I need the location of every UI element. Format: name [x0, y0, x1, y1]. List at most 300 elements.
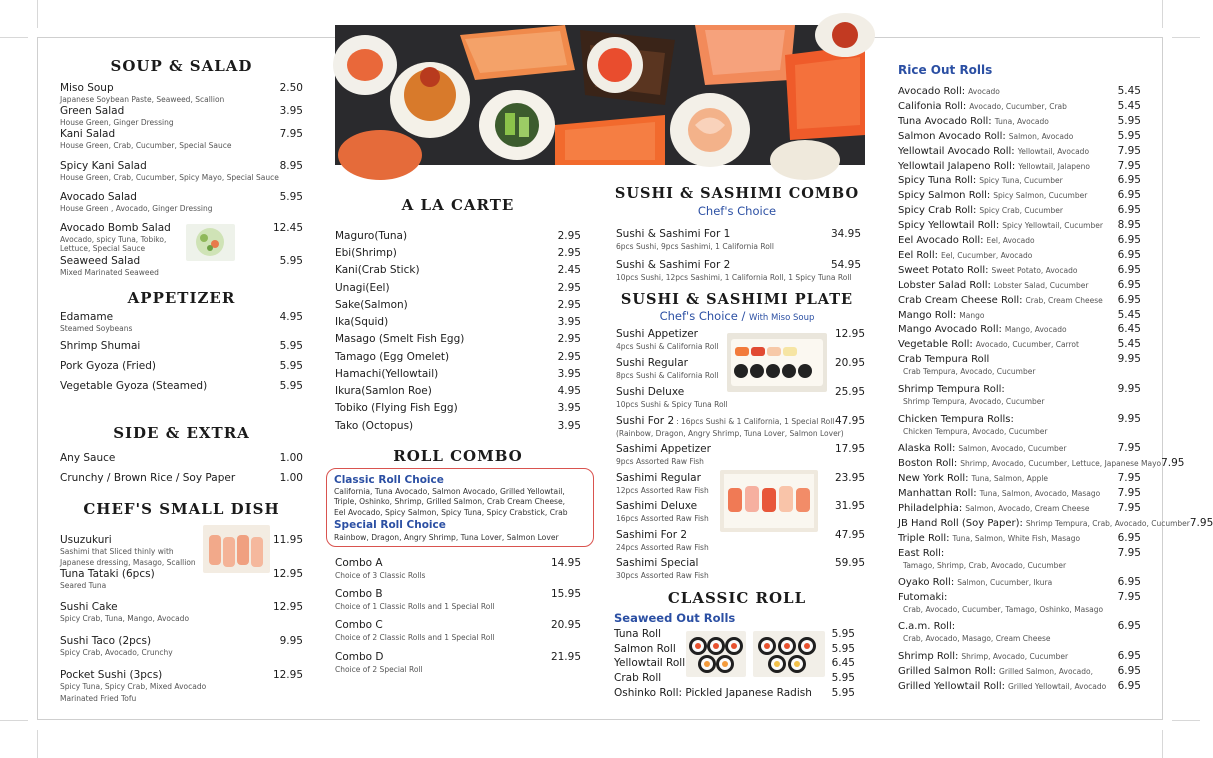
menu-item	[335, 619, 581, 631]
subtitle-text: Chef's Choice /	[659, 309, 746, 323]
item-price: 6.95	[1117, 189, 1141, 202]
item-price: 15.95	[550, 588, 581, 600]
item-name: Spicy Kani Salad	[60, 160, 147, 172]
item-price: 12.95	[834, 328, 865, 340]
item-name: Sushi Cake	[60, 601, 118, 613]
menu-item	[898, 145, 1141, 157]
item-inline-desc: Avocado	[968, 87, 1000, 96]
item-name: Crab Cream Cheese Roll:	[898, 294, 1023, 306]
item-name: Futomaki:	[898, 591, 948, 603]
roll-combo-heading: ROLL COMBO	[393, 447, 523, 465]
item-inline-desc: Salmon, Avocado	[1008, 131, 1074, 141]
item-inline-desc: Mango	[959, 310, 985, 320]
item-desc: Choice of 2 Special Roll	[335, 665, 423, 674]
item-name-group	[898, 354, 989, 365]
menu-item	[60, 105, 303, 117]
item-name: Unagi(Eel)	[335, 282, 390, 294]
item-price: 34.95	[830, 228, 861, 240]
item-price: 5.95	[831, 687, 855, 699]
item-name: Lobster Salad Roll:	[898, 279, 991, 291]
item-name: Oshinko Roll: Pickled Japanese Radish	[614, 687, 812, 699]
item-price: 5.95	[279, 340, 303, 352]
item-name: Avocado Roll:	[898, 86, 966, 97]
item-price: 5.45	[1117, 338, 1141, 351]
item-price: 11.95	[272, 534, 303, 546]
item-price: 2.95	[557, 351, 581, 363]
item-price: 9.95	[1117, 412, 1141, 425]
item-name-group	[898, 666, 1093, 677]
item-price: 4.95	[557, 385, 581, 397]
item-price: 2.95	[557, 299, 581, 311]
item-name: Spicy Tuna Roll:	[898, 175, 977, 187]
item-inline-desc: Shrimp, Avocado, Cucumber, Lettuce, Japanese Mayo	[960, 459, 1162, 469]
item-price: 31.95	[834, 500, 865, 512]
item-name: Ika(Squid)	[335, 316, 389, 328]
menu-item	[898, 353, 1141, 365]
classic-roll-heading: CLASSIC ROLL	[667, 589, 807, 607]
item-name: Usuzukuri	[60, 534, 112, 546]
item-price: 8.95	[1117, 219, 1141, 232]
item-name-group	[616, 443, 711, 455]
menu-item	[335, 368, 581, 380]
menu-item	[898, 338, 1141, 350]
menu-item	[335, 247, 581, 259]
item-desc: 30pcs Assorted Raw Fish	[616, 571, 709, 580]
item-price: 2.95	[557, 282, 581, 294]
menu-item	[335, 385, 581, 397]
item-price: 2.45	[557, 264, 581, 276]
menu-item	[614, 687, 855, 699]
item-desc: (Rainbow, Dragon, Angry Shrimp, Tuna Lover, Salmon Lover)	[616, 429, 844, 438]
item-name-group	[898, 280, 1088, 291]
item-desc: 16pcs Assorted Raw Fish	[616, 514, 709, 523]
menu-item	[898, 591, 1141, 603]
item-price: 21.95	[550, 651, 581, 663]
item-price: 6.95	[1117, 664, 1141, 677]
item-name: Sushi Deluxe	[616, 386, 685, 398]
menu-item	[898, 487, 1141, 499]
crop-mark	[1172, 720, 1200, 721]
item-name: Sashimi Deluxe	[616, 500, 698, 512]
item-name: Shrimp Tempura Roll:	[898, 384, 1005, 396]
item-desc: Sashimi that Sliced thinly with	[60, 547, 174, 556]
item-name: Salmon Roll	[614, 643, 676, 655]
crop-mark	[0, 720, 28, 721]
item-inline-desc: Tuna, Salmon, White Fish, Masago	[952, 533, 1081, 543]
item-desc: Choice of 3 Classic Rolls	[335, 571, 426, 580]
menu-item	[60, 635, 303, 647]
item-name: Maguro(Tuna)	[335, 230, 408, 242]
item-inline-desc: Tuna, Avocado	[994, 116, 1049, 126]
item-name-group	[616, 500, 697, 512]
item-name: Kani Salad	[60, 128, 116, 140]
item-name-group	[898, 235, 1035, 246]
item-name-group	[898, 533, 1080, 544]
item-name-group	[898, 621, 955, 632]
menu-item	[335, 264, 581, 276]
item-price: 6.95	[1117, 263, 1141, 276]
item-price: 6.95	[1117, 174, 1141, 187]
item-price: 6.95	[1117, 620, 1141, 633]
item-name: Vegetable Gyoza (Steamed)	[60, 380, 208, 392]
item-price: 5.95	[279, 360, 303, 372]
item-inline-desc: Salmon, Avocado, Cucumber	[958, 444, 1067, 454]
item-name-group	[616, 386, 684, 398]
menu-item	[335, 588, 581, 600]
item-name-group	[898, 86, 1000, 97]
item-name: Philadelphia:	[898, 502, 963, 514]
item-name: Spicy Crab Roll:	[898, 205, 977, 217]
item-inline-desc: Salmon, Avocado, Cream Cheese	[965, 503, 1090, 513]
item-price: 7.95	[1117, 472, 1141, 484]
item-inline-desc: Eel, Cucumber, Avocado	[940, 250, 1033, 260]
a-la-carte-heading: A LA CARTE	[401, 196, 515, 214]
menu-item	[898, 234, 1141, 246]
item-name: Mango Avocado Roll:	[898, 324, 1002, 336]
item-price: 5.95	[1117, 114, 1141, 127]
item-name: Shrimp Roll:	[898, 650, 959, 662]
item-desc: 10pcs Sushi, 12pcs Sashimi, 1 California Roll, 1 Spicy Tuna Roll	[616, 273, 852, 282]
menu-item	[898, 576, 1141, 588]
menu-item	[60, 669, 303, 681]
side-extra-heading: SIDE & EXTRA	[113, 424, 250, 442]
item-inline-desc: Shrimp Tempura, Crab, Avocado, Cucumber	[1025, 518, 1190, 528]
item-name-group	[616, 472, 701, 484]
item-desc: 24pcs Assorted Raw Fish	[616, 543, 709, 552]
item-name-group	[898, 250, 1032, 261]
menu-item	[898, 413, 1141, 425]
item-price: 23.95	[834, 472, 865, 484]
item-inline-desc: Mango, Avocado	[1004, 325, 1067, 335]
item-desc: House Green, Crab, Cucumber, Special Sauce	[60, 141, 232, 150]
item-name: Tuna Roll	[614, 628, 661, 640]
item-name: Tamago (Egg Omelet)	[335, 351, 450, 363]
item-price: 20.95	[550, 619, 581, 631]
item-name-group	[898, 101, 1067, 112]
menu-item	[335, 557, 581, 569]
menu-item	[335, 333, 581, 345]
crop-mark	[0, 37, 28, 38]
menu-item	[335, 420, 581, 432]
item-name: Avocado Salad	[60, 191, 137, 203]
item-price: 6.95	[1117, 204, 1141, 217]
item-name-group	[898, 116, 1049, 127]
sushi-hero-image	[335, 25, 865, 165]
item-price: 7.95	[1161, 457, 1185, 470]
item-name: Sushi For 2	[616, 415, 675, 427]
item-desc: Crab, Avocado, Cucumber, Tamago, Oshinko, Masago	[903, 604, 1104, 614]
item-desc: Avocado, spicy Tuna, Tobiko,	[60, 235, 167, 244]
item-name: Hamachi(Yellowtail)	[335, 368, 439, 380]
crop-mark	[37, 0, 38, 28]
item-price: 12.45	[272, 222, 303, 234]
menu-item	[614, 657, 855, 669]
menu-item	[898, 680, 1141, 692]
item-price: 6.95	[1117, 576, 1141, 588]
item-inline-desc: Spicy Crab, Cucumber	[979, 206, 1063, 216]
item-name-group	[898, 310, 984, 321]
special-roll-choice-list: Rainbow, Dragon, Angry Shrimp, Tuna Lover, Salmon Lover	[334, 533, 559, 542]
menu-item	[898, 279, 1141, 291]
item-price: 20.95	[834, 357, 865, 369]
menu-item	[898, 532, 1141, 544]
item-price: 7.95	[1189, 516, 1213, 529]
item-price: 7.95	[1117, 590, 1141, 603]
item-price: 12.95	[272, 601, 303, 613]
menu-item	[898, 189, 1141, 201]
menu-item	[60, 160, 303, 172]
menu-item	[60, 191, 303, 203]
item-name: Chicken Tempura Rolls:	[898, 413, 1014, 425]
item-price: 5.95	[1117, 129, 1141, 142]
item-price: 2.50	[279, 82, 303, 94]
item-name: Sashimi Special	[616, 557, 699, 569]
menu-item	[616, 415, 865, 427]
item-price: 5.95	[831, 628, 855, 640]
item-name: New York Roll:	[898, 473, 969, 484]
item-inline-desc: Grilled Salmon, Avocado,	[999, 666, 1093, 676]
menu-item	[898, 620, 1141, 632]
menu-item	[898, 294, 1141, 306]
menu-item	[898, 472, 1141, 484]
item-desc: Chicken Tempura, Avocado, Cucumber	[903, 426, 1048, 436]
item-name-group	[898, 681, 1106, 692]
item-name-group	[898, 488, 1100, 499]
menu-item	[898, 547, 1141, 559]
item-price: 7.95	[1117, 144, 1141, 157]
item-name: Yellowtail Roll	[614, 657, 686, 669]
item-price: 7.95	[1117, 442, 1141, 455]
item-name: C.a.m. Roll:	[898, 621, 956, 633]
item-price: 12.95	[272, 568, 303, 580]
menu-item	[335, 402, 581, 414]
menu-item	[614, 672, 855, 684]
item-inline-desc: Avocado, Cucumber, Carrot	[975, 340, 1079, 350]
item-price: 54.95	[830, 259, 861, 271]
item-name: Triple Roll:	[898, 532, 950, 544]
menu-item	[616, 228, 861, 240]
item-price: 5.95	[279, 255, 303, 267]
menu-item	[898, 323, 1141, 335]
item-name: Mango Roll:	[898, 309, 957, 321]
item-price: 7.95	[279, 128, 303, 140]
item-price: 1.00	[279, 452, 303, 464]
item-name: Sashimi For 2	[616, 529, 688, 541]
menu-item	[898, 100, 1141, 112]
menu-item	[898, 457, 1185, 470]
classic-roll-choice-list	[334, 487, 568, 518]
item-price: 2.95	[557, 333, 581, 345]
menu-item	[898, 383, 1141, 395]
item-name: East Roll:	[898, 547, 945, 559]
item-inline-desc: Tuna, Salmon, Avocado, Masago	[979, 488, 1101, 498]
item-price: 25.95	[834, 386, 865, 398]
item-name: Masago (Smelt Fish Egg)	[335, 333, 465, 345]
item-name: Crab Roll	[614, 672, 662, 684]
menu-item	[60, 311, 303, 323]
menu-item	[60, 534, 303, 546]
item-price: 6.95	[1117, 679, 1141, 692]
item-price: 6.95	[1117, 531, 1141, 544]
item-name: Combo B	[335, 588, 383, 600]
roll-list-line: Eel Avocado, Spicy Salmon, Spicy Tuna, Spicy Crabstick, Crab	[334, 507, 568, 517]
item-price: 3.95	[557, 402, 581, 414]
item-price: 3.95	[557, 420, 581, 432]
item-inline-desc: Sweet Potato, Avocado	[991, 265, 1078, 275]
item-name: Oyako Roll:	[898, 577, 955, 588]
item-inline-desc: Salmon, Cucumber, Ikura	[957, 578, 1053, 587]
menu-item	[898, 174, 1141, 186]
item-name: Miso Soup	[60, 82, 114, 94]
item-name: Pork Gyoza (Fried)	[60, 360, 157, 372]
item-name: Sake(Salmon)	[335, 299, 408, 311]
item-name: JB Hand Roll (Soy Paper):	[898, 517, 1023, 529]
sushi-sashimi-combo-heading: SUSHI & SASHIMI COMBO	[614, 185, 860, 202]
item-inline-desc: Lobster Salad, Cucumber	[993, 280, 1089, 290]
item-inline-desc: Grilled Yellowtail, Avocado	[1008, 681, 1107, 691]
item-price: 5.95	[831, 672, 855, 684]
item-desc: House Green , Avocado, Ginger Dressing	[60, 204, 213, 213]
sushi-plate-subtitle	[612, 309, 862, 323]
item-price: 5.95	[279, 191, 303, 203]
item-price: 5.95	[279, 380, 303, 392]
item-price: 9.95	[1117, 353, 1141, 366]
menu-item	[335, 282, 581, 294]
item-price: 6.95	[1117, 248, 1141, 261]
item-desc: House Green, Crab, Cucumber, Spicy Mayo, Special Sauce	[60, 173, 279, 182]
menu-item	[898, 309, 1141, 321]
menu-item	[898, 204, 1141, 216]
classic-roll-choice-label: Classic Roll Choice	[334, 474, 444, 486]
item-price: 6.95	[1117, 293, 1141, 306]
item-name-group	[616, 415, 834, 427]
item-desc: Spicy Crab, Avocado, Crunchy	[60, 648, 173, 657]
menu-item	[616, 259, 861, 271]
item-name-group	[898, 548, 944, 559]
item-price: 6.45	[1117, 323, 1141, 336]
menu-item	[60, 128, 303, 140]
item-price: 5.45	[1117, 99, 1141, 112]
item-inline-desc: : 16pcs Sushi & 1 California, 1 Special Roll	[676, 417, 835, 426]
item-price: 6.95	[1117, 278, 1141, 291]
item-name-group	[898, 131, 1073, 142]
item-name-group	[898, 265, 1077, 276]
menu-item	[614, 628, 855, 640]
item-name-group	[898, 161, 1090, 172]
item-name-group	[898, 503, 1090, 514]
item-name: Vegetable Roll:	[898, 339, 973, 351]
item-inline-desc: Spicy Yellowtail, Cucumber	[1002, 221, 1103, 231]
item-name-group	[898, 458, 1161, 469]
menu-item	[335, 651, 581, 663]
item-price: 4.95	[279, 311, 303, 323]
item-inline-desc: Avocado, Cucumber, Crab	[969, 101, 1067, 111]
crop-mark	[37, 730, 38, 758]
item-desc: Mixed Marinated Seaweed	[60, 268, 159, 277]
item-name: Sushi & Sashimi For 2	[616, 259, 731, 271]
menu-item	[616, 443, 865, 455]
item-name: Eel Roll:	[898, 249, 938, 261]
item-name: Sashimi Regular	[616, 472, 701, 484]
item-price: 2.95	[557, 247, 581, 259]
item-price: 6.95	[1117, 649, 1141, 662]
item-name: Combo D	[335, 651, 384, 663]
menu-item	[898, 665, 1141, 677]
menu-item	[898, 160, 1141, 172]
item-price: 7.95	[1117, 486, 1141, 499]
item-name: Tako (Octopus)	[335, 420, 414, 432]
sushi-plate-photo	[727, 333, 827, 392]
menu-item	[60, 601, 303, 613]
item-name-group	[898, 414, 1014, 425]
item-desc: 10pcs Sushi & Spicy Tuna Roll	[616, 400, 728, 409]
item-desc: 9pcs Assorted Raw Fish	[616, 457, 704, 466]
item-name: Spicy Salmon Roll:	[898, 190, 991, 202]
item-name: Ebi(Shrimp)	[335, 247, 397, 259]
item-desc: Spicy Tuna, Spicy Crab, Mixed Avocado	[60, 682, 207, 691]
crop-mark	[1172, 37, 1200, 38]
item-price: 7.95	[1117, 159, 1141, 172]
item-desc: Marinated Fried Tofu	[60, 694, 137, 703]
subtitle-note: With Miso Soup	[748, 313, 815, 323]
item-name: Crunchy / Brown Rice / Soy Paper	[60, 472, 236, 484]
item-name: Pocket Sushi (3pcs)	[60, 669, 163, 681]
item-desc: 6pcs Sushi, 9pcs Sashimi, 1 California Roll	[616, 242, 774, 251]
item-name: Tobiko (Flying Fish Egg)	[335, 402, 458, 414]
item-name: Tuna Tataki (6pcs)	[60, 568, 155, 580]
item-name: Alaska Roll:	[898, 443, 956, 455]
item-name-group	[898, 518, 1190, 529]
menu-item	[60, 360, 303, 372]
item-price: 9.95	[1117, 383, 1141, 396]
menu-item	[898, 264, 1141, 276]
item-inline-desc: Yellowtail, Avocado	[1017, 146, 1090, 156]
menu-item	[898, 502, 1141, 514]
item-price: 5.45	[1117, 85, 1141, 97]
item-desc: Japanese Soybean Paste, Seaweed, Scallion	[60, 95, 225, 104]
item-desc: Choice of 1 Classic Rolls and 1 Special Roll	[335, 602, 495, 611]
item-name: Yellowtail Avocado Roll:	[898, 145, 1015, 157]
item-name: Avocado Bomb Salad	[60, 222, 171, 234]
menu-item	[616, 557, 865, 569]
item-price: 7.95	[1117, 501, 1141, 514]
item-name-group	[898, 324, 1067, 335]
item-name: Eel Avocado Roll:	[898, 235, 984, 246]
item-price: 6.95	[1117, 234, 1141, 246]
soup-salad-heading: SOUP & SALAD	[110, 57, 253, 75]
menu-item	[60, 222, 303, 234]
item-name: Tuna Avocado Roll:	[898, 115, 992, 127]
item-inline-desc: Eel, Avocado	[986, 236, 1035, 245]
item-desc: 4pcs Sushi & California Roll	[616, 342, 719, 351]
menu-item	[614, 643, 855, 655]
sashimi-plate-photo	[720, 470, 818, 532]
item-price: 59.95	[834, 557, 865, 569]
chefs-small-dish-heading: CHEF'S SMALL DISH	[83, 500, 280, 518]
special-roll-choice-label: Special Roll Choice	[334, 519, 446, 531]
item-name-group	[616, 328, 698, 340]
roll-list-line: California, Tuna Avocado, Salmon Avocado, Grilled Yellowtail,	[334, 487, 565, 496]
item-name: Sushi Regular	[616, 357, 688, 369]
item-name-group	[898, 295, 1103, 306]
item-desc: House Green, Ginger Dressing	[60, 118, 174, 127]
crop-mark	[1162, 730, 1163, 758]
item-price: 3.95	[557, 316, 581, 328]
item-name: Combo A	[335, 557, 383, 569]
sushi-sashimi-plate-heading: SUSHI & SASHIMI PLATE	[620, 291, 854, 308]
item-name: Grilled Yellowtail Roll:	[898, 680, 1005, 692]
item-name-group	[898, 190, 1087, 201]
